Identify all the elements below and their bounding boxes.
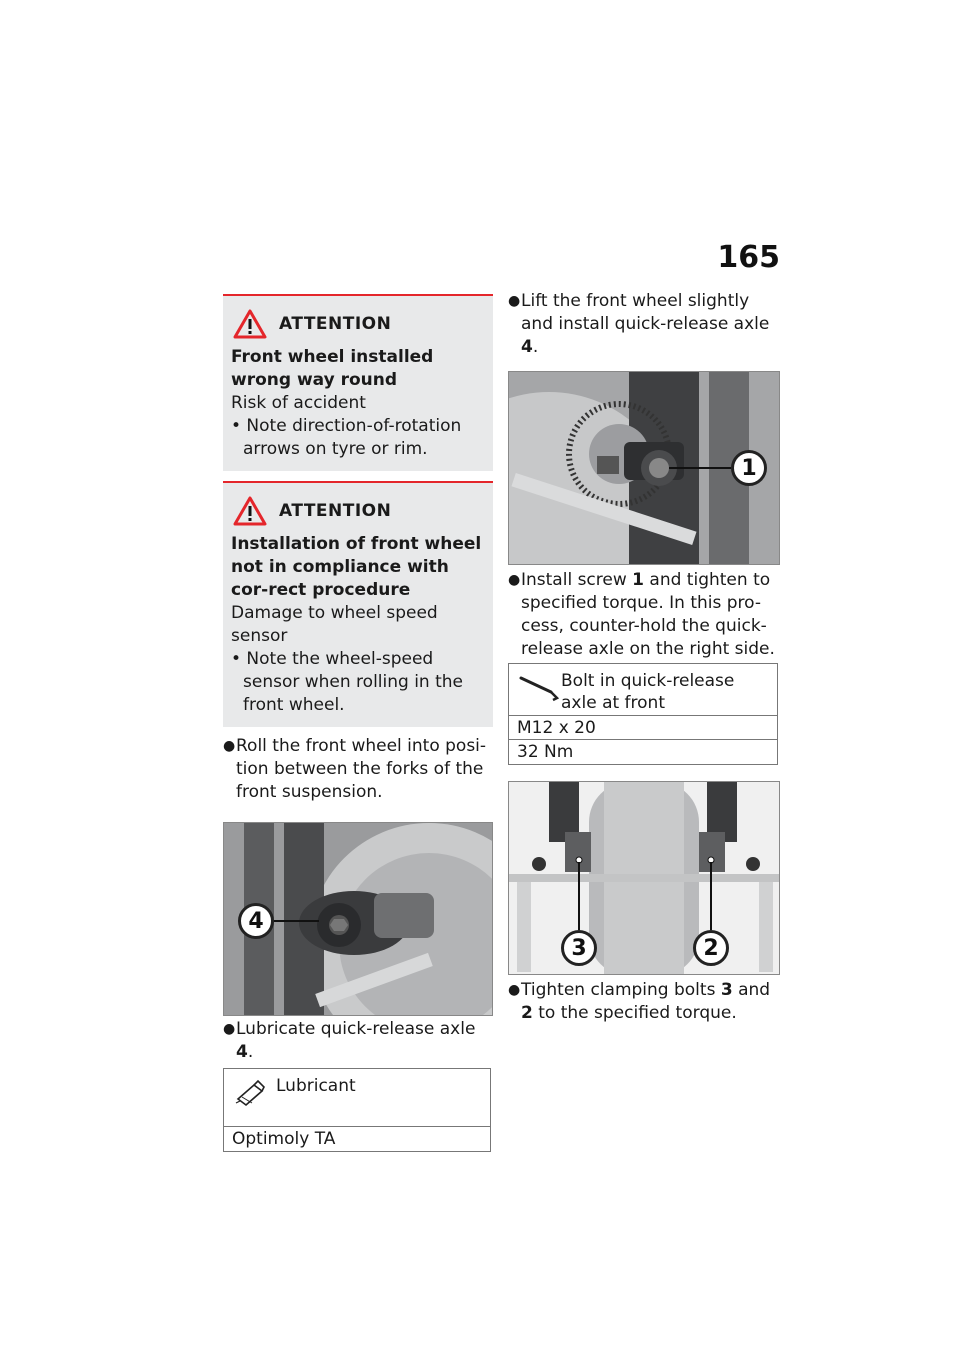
step-text — [236, 1018, 493, 1064]
step-text-end: . — [247, 1042, 254, 1062]
step-reference: 3 — [720, 980, 733, 1000]
warning-triangle-icon — [233, 309, 267, 339]
torque-label: Bolt in quick-release axle at front — [561, 671, 735, 713]
attention-header — [231, 308, 485, 340]
fork-photo-illustration — [509, 782, 780, 975]
lubricant-label: Lubricant — [276, 1076, 356, 1096]
attention-box-wrong-way — [223, 294, 493, 471]
photo-clamping-bolts — [508, 781, 780, 975]
step-text-part: Lift the front wheel slightly and install quick-release axle — [521, 291, 770, 334]
step-lubricate — [223, 1018, 493, 1064]
step-reference: 2 — [521, 1003, 533, 1023]
warning-triangle-icon — [233, 496, 267, 526]
attention-title: ATTENTION — [279, 313, 392, 334]
lubricant-tube-icon — [232, 1075, 276, 1107]
attention-title: ATTENTION — [279, 500, 392, 521]
step-text-part: to the specified torque. — [532, 1003, 737, 1023]
step-roll-wheel — [223, 735, 493, 804]
right-column — [508, 290, 780, 1025]
lubricant-value: Optimoly TA — [232, 1129, 336, 1149]
step-text — [521, 569, 780, 661]
lubricant-header — [224, 1069, 490, 1127]
step-text-part: Install screw — [521, 570, 633, 590]
torque-value: 32 Nm — [517, 742, 574, 762]
step-reference: 1 — [632, 570, 645, 590]
step-lift-wheel — [508, 290, 780, 359]
torque-table — [508, 663, 778, 765]
photo-axle-screw — [508, 371, 780, 565]
bullet-icon: ● — [508, 982, 521, 998]
bullet-icon: ● — [223, 738, 236, 754]
callout-2: 2 — [693, 930, 729, 966]
attention-heading: Installation of front wheel not in compliance with cor-rect procedure — [231, 534, 482, 600]
step-text-end: . — [532, 337, 539, 357]
attention-header — [231, 495, 485, 527]
torque-wrench-icon — [517, 670, 561, 702]
attention-action: • Note the wheel-speed sensor when rolling in the front wheel. — [231, 649, 464, 715]
callout-1: 1 — [731, 450, 767, 486]
step-reference: 4 — [236, 1042, 248, 1062]
step-text-part: Lubricate quick-release axle — [236, 1019, 476, 1039]
lubricant-table — [223, 1068, 491, 1152]
step-tighten-bolts — [508, 979, 780, 1025]
step-reference: 4 — [521, 337, 533, 357]
left-column — [223, 294, 493, 1152]
attention-box-installation — [223, 481, 493, 727]
page-number: 165 — [717, 240, 780, 275]
bullet-icon: ● — [508, 572, 521, 588]
attention-consequence: Damage to wheel speed sensor — [231, 603, 438, 646]
bullet-icon: ● — [223, 1021, 236, 1037]
attention-action: • Note direction-of-rotation arrows on tyre or rim. — [231, 416, 462, 459]
attention-heading: Front wheel installed wrong way round — [231, 347, 434, 390]
callout-3: 3 — [561, 930, 597, 966]
step-text-part: Tighten clamping bolts — [521, 980, 721, 1000]
callout-4: 4 — [238, 903, 274, 939]
attention-consequence: Risk of accident — [231, 393, 366, 413]
step-text — [521, 979, 780, 1025]
bullet-icon: ● — [508, 293, 521, 309]
photo-quick-release-axle — [223, 822, 493, 1016]
step-install-screw — [508, 569, 780, 661]
torque-header — [509, 664, 777, 716]
step-text — [521, 290, 780, 359]
step-text-part: and — [732, 980, 771, 1000]
step-text-part: and tighten to specified torque. In this pro-cess, counter-hold the quick-release axle on the right side. — [521, 570, 775, 659]
torque-size: M12 x 20 — [509, 716, 777, 740]
step-text: Roll the front wheel into posi-tion between the forks of the front suspension. — [236, 736, 487, 802]
